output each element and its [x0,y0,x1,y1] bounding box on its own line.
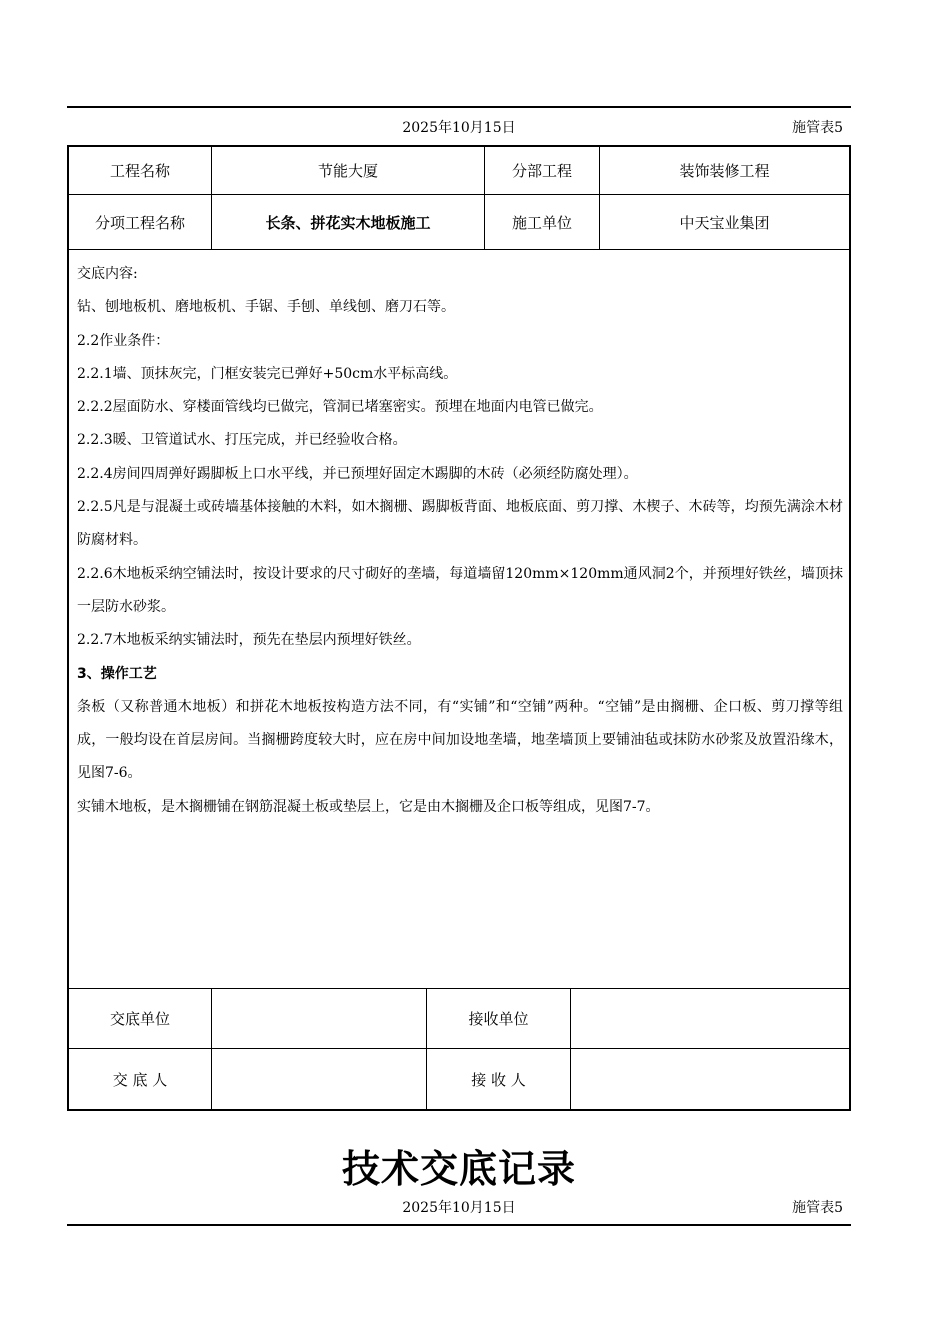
discloser-unit-value [212,989,426,1048]
division-label: 分部工程 [511,162,572,180]
content-paragraph: 2.2.5凡是与混凝土或砖墙基体接触的木料，如木搁栅、踢脚板背面、地板底面、剪刀撑、木楔子、木砖等，均预先满涂木材防腐材料。 [77,499,843,549]
section-heading: 3、操作工艺 [77,665,157,682]
content-paragraph: 2.2.6木地板采纳空铺法时，按设计要求的尺寸砌好的垄墙，每道墙留120mm×120mm通风洞2个，并预埋好铁丝，墙顶抹一层防水砂浆。 [77,565,843,615]
content-paragraph: 实铺木地板，是木搁栅铺在钢筋混凝土板或垫层上，它是由木搁栅及企口板等组成，见图7-7。 [77,798,660,815]
content-body [77,258,843,824]
content-paragraph: 2.2.1墙、顶抹灰完，门框安装完已弹好+50cm水平标高线。 [77,365,458,382]
content-paragraph: 钻、刨地板机、磨地板机、手锯、手刨、单线刨、磨刀石等。 [77,299,455,316]
subitem-name-value: 长条、拼花实木地板施工 [265,213,431,232]
header-line-bottom [67,1197,851,1217]
content-paragraph: 2.2.4房间四周弹好踢脚板上口水平线，并已预埋好固定木踢脚的木砖（必须经防腐处理）。 [77,465,638,482]
contractor-label: 施工单位 [511,213,572,232]
bottom-rule [67,1224,851,1226]
project-name-value: 节能大厦 [317,162,378,180]
subitem-name-label: 分项工程名称 [94,213,185,232]
content-paragraph: 2.2作业条件： [77,332,170,349]
discloser-person-value [212,1049,426,1109]
project-name-label: 工程名称 [109,162,170,180]
header-date: 2025年10月15日 [402,1200,516,1216]
division-value: 装饰装修工程 [679,162,770,180]
receiver-unit-value [571,989,849,1048]
receiver-person-value [571,1049,849,1109]
discloser-person-label: 交 底 人 [112,1070,168,1089]
receiver-unit-label: 接收单位 [468,1010,529,1028]
form-number: 施管表5 [792,1200,843,1216]
top-rule [67,106,851,108]
document-title: 技术交底记录 [341,1147,576,1191]
contractor-value: 中天宝业集团 [679,213,770,232]
disclosure-table [67,145,851,1111]
form-number: 施管表5 [792,120,843,136]
content-paragraph: 2.2.3暖、卫管道试水、打压完成，并已经验收合格。 [77,432,407,449]
header-line-top [67,117,851,137]
discloser-unit-label: 交底单位 [109,1010,170,1028]
receiver-person-label: 接 收 人 [471,1070,526,1089]
content-paragraph: 2.2.2屋面防水、穿楼面管线均已做完，管洞已堵塞密实。预埋在地面内电管已做完。 [77,399,603,416]
content-paragraph: 条板（又称普通木地板）和拼花木地板按构造方法不同，有“实铺”和“空铺”两种。“空铺”是由搁栅、企口板、剪刀撑等组成，一般均设在首层房间。当搁栅跨度较大时，应在房中间加设地垄墙，地垄墙顶上要铺油毡或抹防水砂浆及放置沿缘木，见图7-6。 [77,698,843,782]
content-paragraph: 交底内容: [77,266,138,282]
content-paragraph: 2.2.7木地板采纳实铺法时，预先在垫层内预埋好铁丝。 [77,632,421,649]
header-date: 2025年10月15日 [402,120,516,136]
disclosure-content [69,250,849,988]
